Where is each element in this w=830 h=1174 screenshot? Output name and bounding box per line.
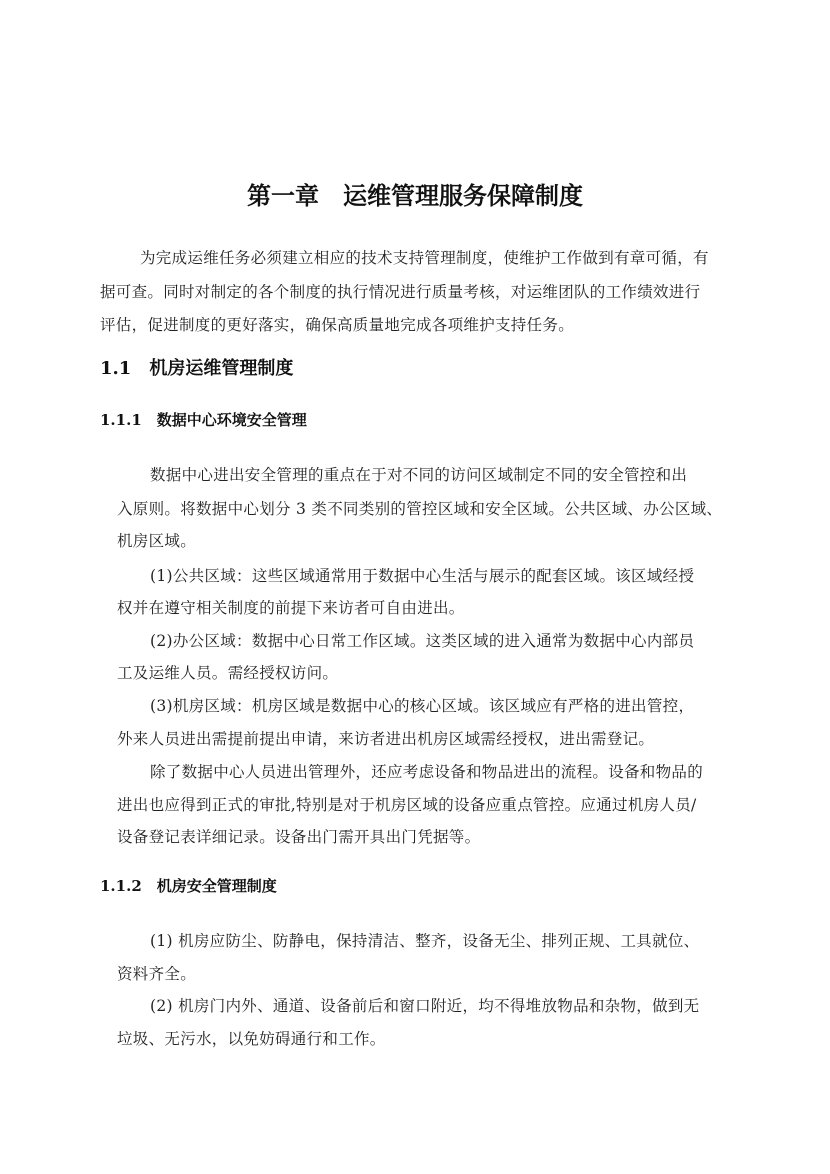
intro-line: 据可查。同时对制定的各个制度的执行情况进行质量考核，对运维团队的工作绩效进行 (100, 283, 701, 301)
paragraph-line: 进出也应得到正式的审批,特别是对于机房区域的设备应重点管控。应通过机房人员/ (117, 796, 697, 814)
paragraph-line: 入原则。将数据中心划分 3 类不同类别的管控区域和安全区域。公共区域、办公区域、 (117, 500, 723, 518)
paragraph-line: 垃圾、无污水，以免妨碍通行和工作。 (117, 1030, 386, 1048)
section-heading-1-1-2: 1.1.2 机房安全管理制度 (100, 877, 277, 895)
intro-line: 评估，促进制度的更好落实，确保高质量地完成各项维护支持任务。 (100, 316, 575, 334)
paragraph-line: (1) 机房应防尘、防静电，保持清洁、整齐，设备无尘、排列正规、工具就位、 (150, 932, 700, 950)
paragraph-line: 工及运维人员。需经授权访问。 (117, 664, 339, 682)
paragraph-line: 除了数据中心人员进出管理外，还应考虑设备和物品进出的流程。设备和物品的 (150, 763, 704, 781)
paragraph-line: (2)办公区域：数据中心日常工作区域。这类区域的进入通常为数据中心内部员 (150, 632, 695, 650)
section-heading-1-1: 1.1 机房运维管理制度 (100, 358, 294, 379)
paragraph-line: (3)机房区域：机房区域是数据中心的核心区域。该区域应有严格的进出管控， (150, 697, 695, 715)
paragraph-line: (1)公共区域：这些区域通常用于数据中心生活与展示的配套区域。该区域经授 (150, 567, 695, 585)
intro-line: 为完成运维任务必须建立相应的技术支持管理制度，使维护工作做到有章可循，有 (140, 249, 709, 267)
paragraph-line: 机房区域。 (117, 532, 197, 550)
chapter-title: 第一章 运维管理服务保障制度 (247, 182, 583, 210)
paragraph-line: 权并在遵守相关制度的前提下来访者可自由进出。 (117, 599, 465, 617)
paragraph-line: (2) 机房门内外、通道、设备前后和窗口附近，均不得堆放物品和杂物，做到无 (150, 997, 700, 1015)
paragraph-line: 数据中心进出安全管理的重点在于对不同的访问区域制定不同的安全管控和出 (150, 466, 688, 484)
paragraph-line: 资料齐全。 (117, 965, 197, 983)
paragraph-line: 外来人员进出需提前提出申请，来访者进出机房区域需经授权，进出需登记。 (117, 730, 655, 748)
section-heading-1-1-1: 1.1.1 数据中心环境安全管理 (100, 411, 307, 429)
paragraph-line: 设备登记表详细记录。设备出门需开具出门凭据等。 (117, 828, 481, 846)
